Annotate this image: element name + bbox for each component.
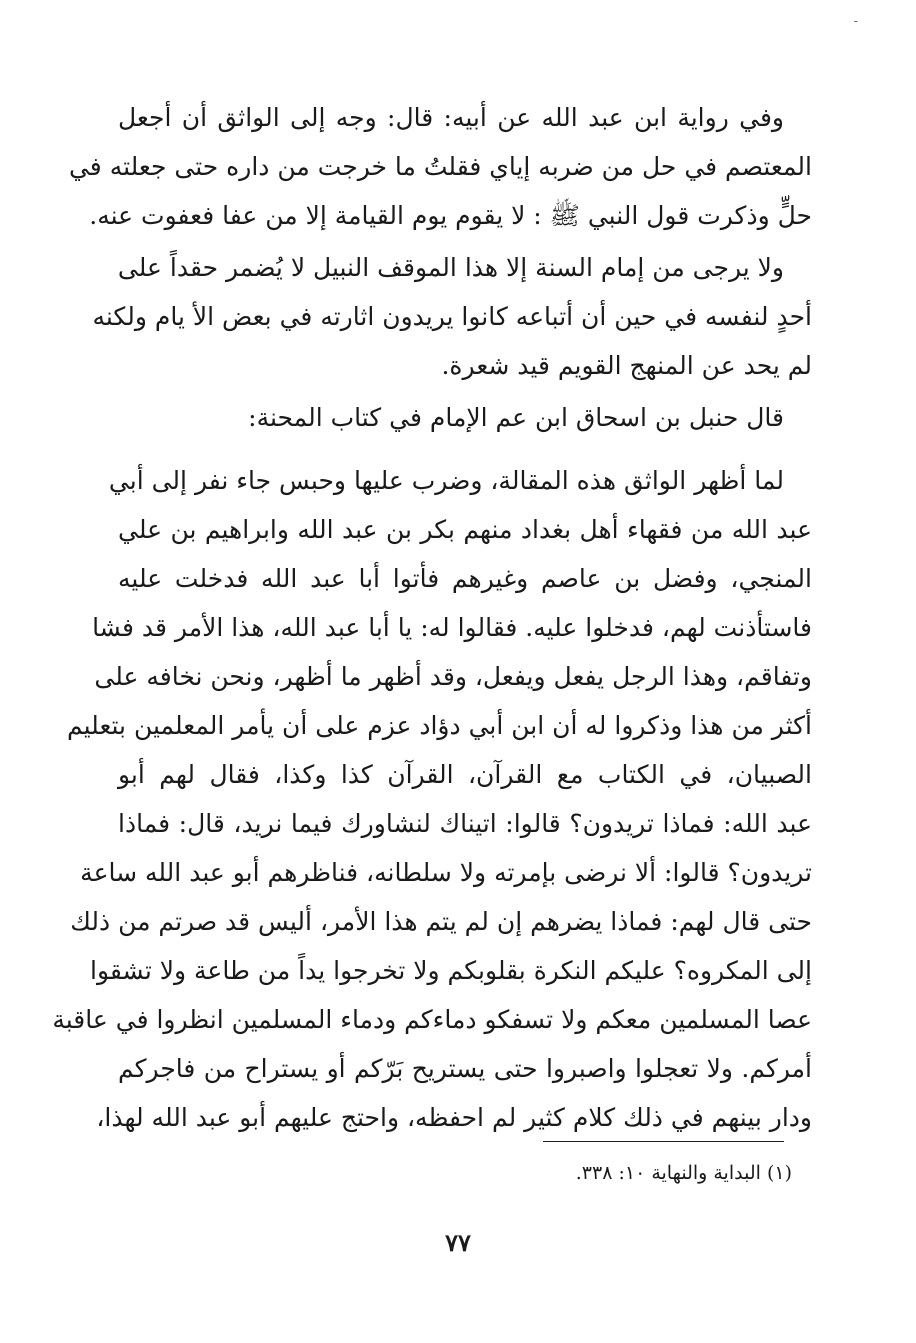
text-line: أحدٍ لنفسه في حين أن أتباعه كانوا يريدون اثارته في بعض الأ يام ولكنه — [92, 302, 812, 331]
paragraph-2 — [92, 243, 812, 390]
text-line: لم يحد عن المنهج القويم قيد شعرة. — [441, 351, 812, 380]
text-line: عبد الله من فقهاء أهل بغداد منهم بكر بن عبد الله وابراهيم بن علي — [118, 515, 812, 544]
page-number: ٧٧ — [445, 1228, 471, 1257]
text-line: وتفاقم، وهذا الرجل يفعل ويفعل، وقد أظهر ما أظهر، ونحن نخافه على — [94, 662, 812, 691]
text-line: قال حنبل بن اسحاق ابن عم الإمام في كتاب المحنة: — [248, 403, 784, 432]
text-line: حتى قال لهم: فماذا يضرهم إن لم يتم هذا الأمر، أليس قد صرتم من ذلك — [70, 907, 812, 936]
text-line: الصبيان، في الكتاب مع القرآن، القرآن كذا وكذا، فقال لهم أبو — [118, 760, 812, 789]
paragraph-3 — [118, 393, 812, 442]
text-line: أمركم. ولا تعجلوا واصبروا حتى يستريح بَرّكم أو يستراح من فاجركم — [118, 1054, 812, 1083]
footnote-separator — [543, 1141, 784, 1142]
text-line: عبد الله: فماذا تريدون؟ قالوا: اتيناك لنشاورك فيما نريد، قال: فماذا — [118, 809, 812, 838]
corner-mark: - — [853, 14, 858, 28]
text-line: تريدون؟ قالوا: ألا نرضى بإمرته ولا سلطانه، فناظرهم أبو عبد الله ساعة — [80, 858, 812, 887]
paragraph-1 — [68, 93, 812, 240]
text-line: ودار بينهم في ذلك كلام كثير لم احفظه، واحتج عليهم أبو عبد الله لهذا، — [96, 1103, 812, 1132]
footnote: (١) البداية والنهاية ١٠: ٣٣٨. — [575, 1162, 792, 1184]
text-line: إلى المكروه؟ عليكم النكرة بقلوبكم ولا تخرجوا يداً من طاعة ولا تشقوا — [90, 956, 812, 985]
text-line: ولا يرجى من إمام السنة إلا هذا الموقف النبيل لا يُضمر حقداً على — [117, 253, 784, 282]
paragraph-4 — [52, 456, 812, 1142]
text-line: أكثر من هذا وذكروا له أن ابن أبي دؤاد عزم على أن يأمر المعلمين بتعليم — [66, 711, 812, 740]
text-line: حلٍّ وذكرت قول النبي ﷺ : لا يقوم يوم القيامة إلا من عفا فعفوت عنه. — [89, 201, 812, 230]
text-line: عصا المسلمين معكم ولا تسفكو دماءكم ودماء المسلمين انظروا في عاقبة — [52, 1005, 812, 1034]
text-line: فاستأذنت لهم، فدخلوا عليه. فقالوا له: يا أبا عبد الله، هذا الأمر قد فشا — [92, 613, 812, 642]
text-line: لما أظهر الواثق هذه المقالة، وضرب عليها وحبس جاء نفر إلى أبي — [108, 466, 784, 495]
text-line: المعتصم في حل من ضربه إياي فقلتُ ما خرجت من داره حتى جعلته في — [68, 152, 812, 181]
text-line: وفي رواية ابن عبد الله عن أبيه: قال: وجه إلى الواثق أن أجعل — [118, 103, 784, 132]
text-line: المنجي، وفضل بن عاصم وغيرهم فأتوا أبا عبد الله فدخلت عليه — [118, 564, 812, 593]
